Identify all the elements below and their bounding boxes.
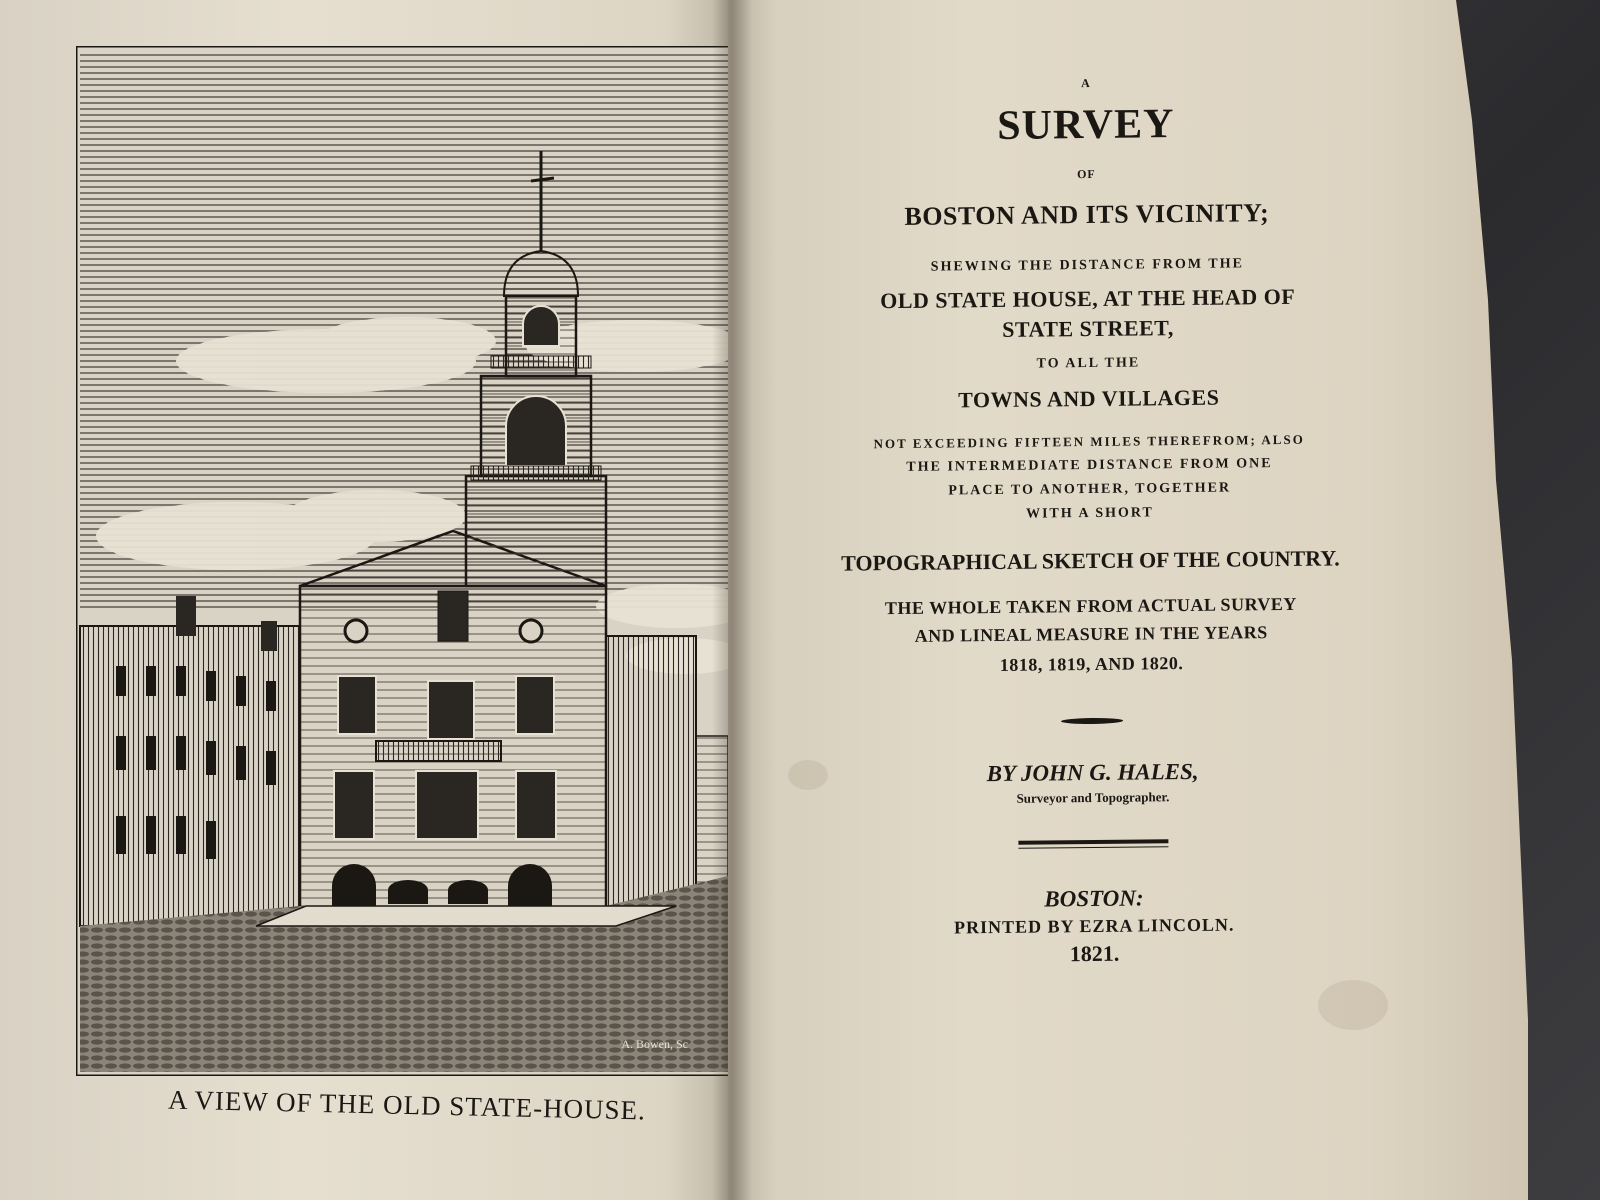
subtitle-line: PLACE TO ANOTHER, TOGETHER [948, 480, 1232, 499]
subtitle-line: THE WHOLE TAKEN FROM ACTUAL SURVEY [884, 593, 1297, 619]
title-of: OF [1076, 166, 1096, 182]
subtitle-line: 1818, 1819, AND 1820. [999, 653, 1184, 675]
left-page [0, 0, 740, 1200]
subtitle-line: STATE STREET, [1002, 315, 1174, 342]
book-gutter [712, 0, 752, 1200]
subtitle-line: OLD STATE HOUSE, AT THE HEAD OF [880, 283, 1296, 314]
subtitle-line: WITH A SHORT [1025, 505, 1154, 522]
title-page-text [785, 67, 1394, 970]
title-subject: BOSTON AND ITS VICINITY; [904, 198, 1270, 231]
subtitle-line: AND LINEAL MEASURE IN THE YEARS [914, 622, 1268, 646]
foxing-stain [1318, 980, 1388, 1030]
subtitle-line: NOT EXCEEDING FIFTEEN MILES THEREFROM; ALSO [873, 431, 1305, 452]
engraver-credit: A. Bowen, Sc [621, 1037, 688, 1051]
author-role: Surveyor and Topographer. [1016, 789, 1170, 806]
subtitle-line: SHEWING THE DISTANCE FROM THE [930, 256, 1244, 275]
subtitle-line: TO ALL THE [1036, 355, 1141, 372]
imprint-year: 1821. [1069, 940, 1120, 967]
subtitle-line: TOWNS AND VILLAGES [957, 384, 1220, 413]
imprint-city: BOSTON: [1044, 885, 1144, 912]
subtitle-line: TOPOGRAPHICAL SKETCH OF THE COUNTRY. [841, 545, 1340, 576]
double-rule [1018, 839, 1168, 849]
ornament-divider [1061, 718, 1123, 725]
imprint-printer: PRINTED BY EZRA LINCOLN. [953, 914, 1235, 938]
book-title: SURVEY [997, 101, 1175, 149]
author-line: BY JOHN G. HALES, [986, 758, 1199, 787]
subtitle-line: THE INTERMEDIATE DISTANCE FROM ONE [906, 456, 1273, 475]
old-state-house-engraving [76, 46, 732, 1076]
title-article: A [1081, 75, 1090, 91]
plate-caption: A VIEW OF THE OLD STATE-HOUSE. [167, 1084, 647, 1126]
